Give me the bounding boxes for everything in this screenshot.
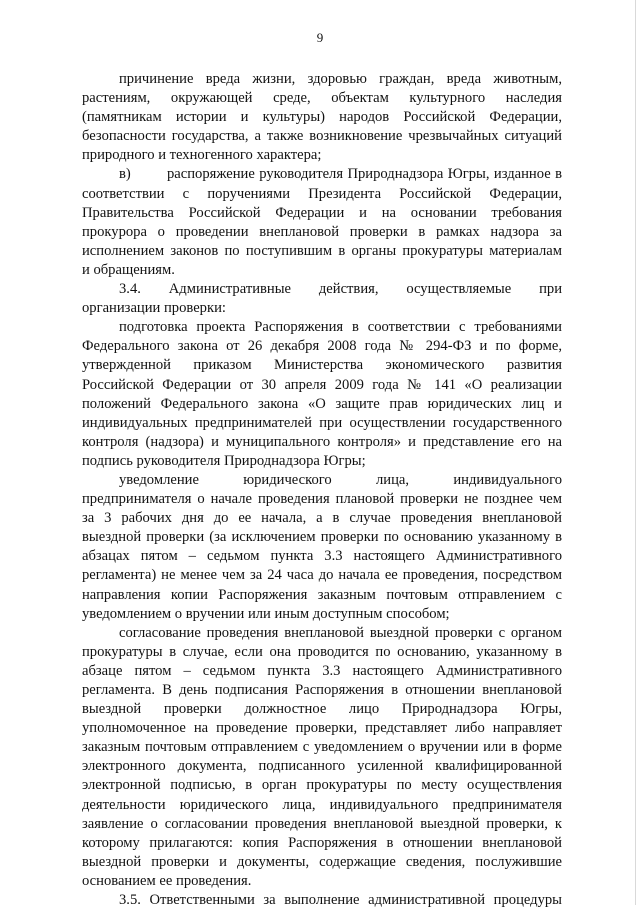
page-number: 9 <box>316 30 324 45</box>
text-line: уведомлением о вручении или иным доступным способом; <box>82 605 450 622</box>
text-line: заявление о согласовании проведения внеплановой выездной проверки, к <box>82 815 562 832</box>
text-line: направления копии Распоряжения заказным почтовым отправлением с <box>82 586 562 603</box>
text-line: безопасности государства, а также возникновение чрезвычайных ситуаций <box>82 128 562 145</box>
text-line <box>82 165 562 184</box>
text-line: предпринимателя о начале проведения плановой проверки не позднее чем <box>82 491 562 508</box>
text-line: и обращениям. <box>82 261 175 278</box>
text-line: деятельности юридического лица, индивидуального предпринимателя <box>82 796 562 813</box>
text-line: положений Федерального закона «О защите прав юридических лиц и <box>82 395 562 412</box>
list-item-text: распоряжение руководителя Природнадзора Югры, изданное в <box>167 166 562 183</box>
text-line: выездной проверки должностное лицо Природнадзора Югры, <box>82 701 562 718</box>
text-line: электронной подписью, в орган прокуратуры по месту осуществления <box>82 777 562 794</box>
text-line: основанием ее проведения. <box>82 872 252 889</box>
text-line: за 3 рабочих дня до ее начала, а в случае проведения внеплановой <box>82 510 562 527</box>
text-line: контроля (надзора) и муниципального контроля» и представление его на <box>82 433 562 450</box>
text-line: подпись руководителя Природнадзора Югры; <box>82 452 366 469</box>
text-line: утвержденной приказом Министерства экономического развития <box>82 357 562 374</box>
text-line: индивидуальных предпринимателей при осуществлении государственного <box>82 414 562 431</box>
text-line: уведомление юридического лица, индивидуального <box>119 471 562 488</box>
text-line: 3.4. Административные действия, осуществляемые при <box>119 281 562 298</box>
text-line: выездной проверки и документы, содержащие сведения, послужившие <box>82 853 562 870</box>
text-line: исполнением законов по поступившим в органы прокуратуры материалам <box>82 242 562 259</box>
text-line: электронного документа, подписанного усиленной квалифицированной <box>82 758 562 775</box>
text-line: Федерального закона от 26 декабря 2008 года № 294-ФЗ и по форме, <box>82 338 562 355</box>
text-line: абзаце пятом – седьмом пункта 3.3 настоящего Административного <box>82 662 562 679</box>
text-line: Правительства Российской Федерации и на основании требования <box>82 204 562 221</box>
text-line: организации проверки: <box>82 300 226 317</box>
text-line: выездной проверки (за исключением проверки по основанию указанному в <box>82 529 562 546</box>
text-line: согласование проведения внеплановой выездной проверки с органом <box>119 624 562 641</box>
text-line: соответствии с поручениями Президента Российской Федерации, <box>82 185 562 202</box>
list-marker: в) <box>119 166 131 183</box>
text-line: природного и техногенного характера; <box>82 147 322 164</box>
text-line: Российской Федерации от 30 апреля 2009 года № 141 «О реализации <box>82 376 562 393</box>
text-line: подготовка проекта Распоряжения в соответствии с требованиями <box>119 319 562 336</box>
document-body <box>82 70 562 910</box>
text-line: (памятникам истории и культуры) народов Российской Федерации, <box>82 109 562 126</box>
text-line: прокуратуры в случае, если она проводится по основанию, указанному в <box>82 643 562 660</box>
text-line: прокурора о проведении внеплановой проверки в рамках надзора за <box>82 223 562 240</box>
scan-edge-line <box>635 0 636 905</box>
text-line: причинение вреда жизни, здоровью граждан, вреда животным, <box>119 71 562 87</box>
text-line: растениям, окружающей среде, объектам культурного наследия <box>82 90 562 107</box>
text-line: регламента) не менее чем за 24 часа до начала ее проведения, посредством <box>82 567 562 584</box>
text-line: которому прилагаются: копия Распоряжения в отношении внеплановой <box>82 834 562 851</box>
text-line: абзацах пятом – седьмом пункта 3.3 настоящего Административного <box>82 548 562 565</box>
text-line: регламента. В день подписания Распоряжения в отношении внеплановой <box>82 682 562 698</box>
text-line: уполномоченное на проведение проверки, представляет либо направляет <box>82 720 562 737</box>
text-line: заказным почтовым отправлением с уведомлением о вручении или в форме <box>82 739 562 756</box>
text-line: 3.5. Ответственными за выполнение административной процедуры <box>119 892 562 909</box>
